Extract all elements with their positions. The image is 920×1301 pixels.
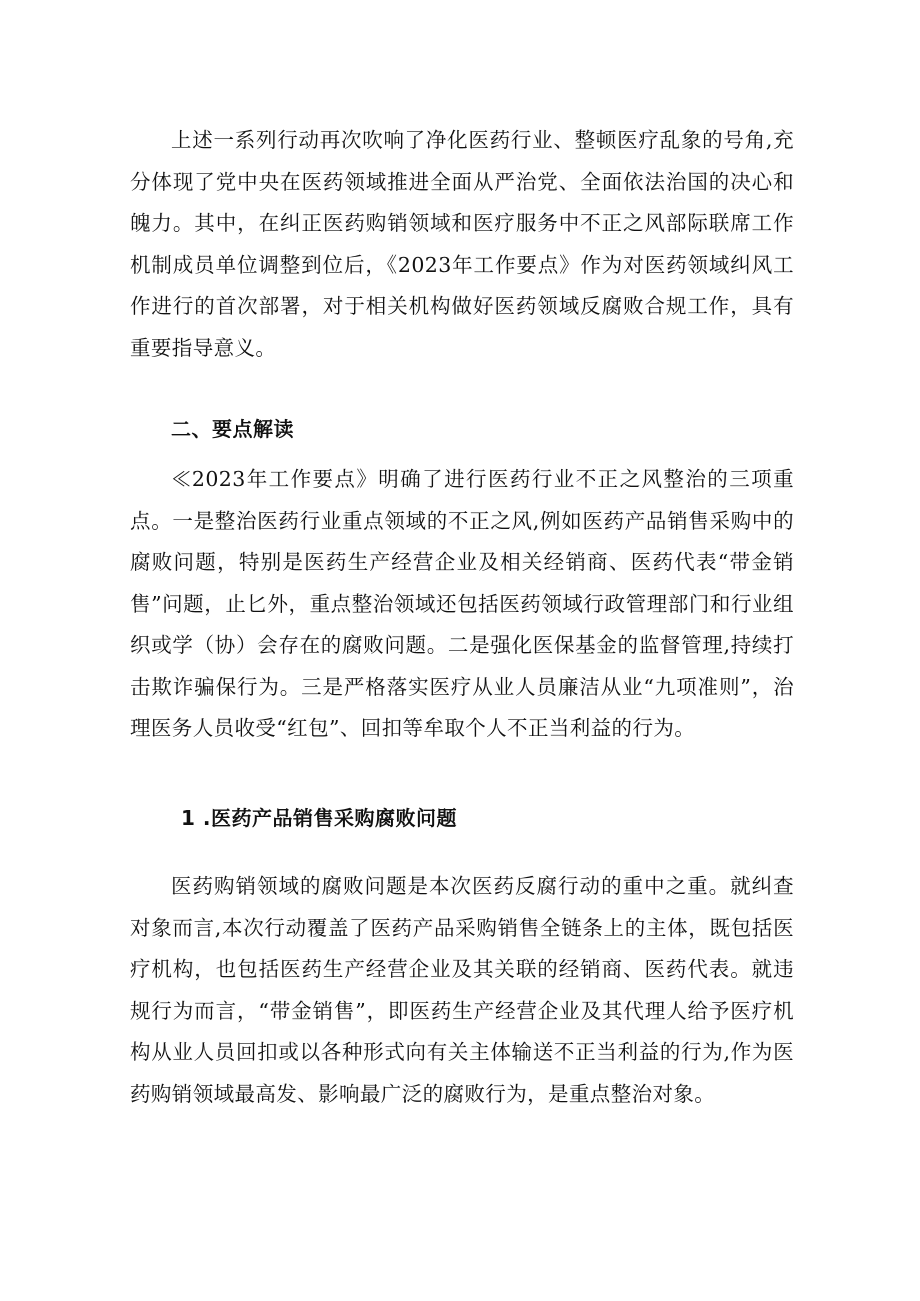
section-heading-key-points: 二、要点解读 (171, 417, 294, 441)
paragraph-procurement-corruption: 医药购销领域的腐败问题是本次医药反腐行动的重中之重。就纠查对象而言,本次行动覆盖了医药产品采购销售全链条上的主体，既包括医疗机构，也包括医药生产经营企业及其关联的经销商、医药代表。就违规行为而言，“带金销售”，即医药生产经营企业及其代理人给予医疗机构从业人员回扣或以各种形式向有关主体输送不正当利益的行为,作为医药购销领域最高发、影响最广泛的腐败行为，是重点整治对象。 (130, 874, 794, 1106)
paragraph-intro-summary: 上述一系列行动再次吹响了净化医药行业、整顿医疗乱象的号角,充分体现了党中央在医药领域推进全面从严治党、全面依法治国的决心和魄力。其中，在纠正医药购销领域和医疗服务中不正之风部际联席工作机制成员单位调整到位后，《2023年工作要点》作为对医药领域纠风工作进行的首次部署，对于相关机构做好医药领域反腐败合规工作，具有重要指导意义。 (130, 128, 794, 360)
subsection-heading-procurement-corruption: 1 .医药产品销售采购腐败问题 (181, 806, 457, 830)
paragraph-three-priorities: ≪2023年工作要点》明确了进行医药行业不正之风整治的三项重点。一是整治医药行业重点领域的不正之风,例如医药产品销售采购中的腐败问题，特别是医药生产经营企业及相关经销商、医药代表“带金销售”问题，止匕外，重点整治领域还包括医药领域行政管理部门和行业组织或学（协）会存在的腐败问题。二是强化医保基金的监督管理,持续打击欺诈骗保行为。三是严格落实医疗从业人员廉洁从业“九项准则”，治理医务人员收受“红包”、回扣等牟取个人不正当利益的行为。 (130, 467, 794, 740)
